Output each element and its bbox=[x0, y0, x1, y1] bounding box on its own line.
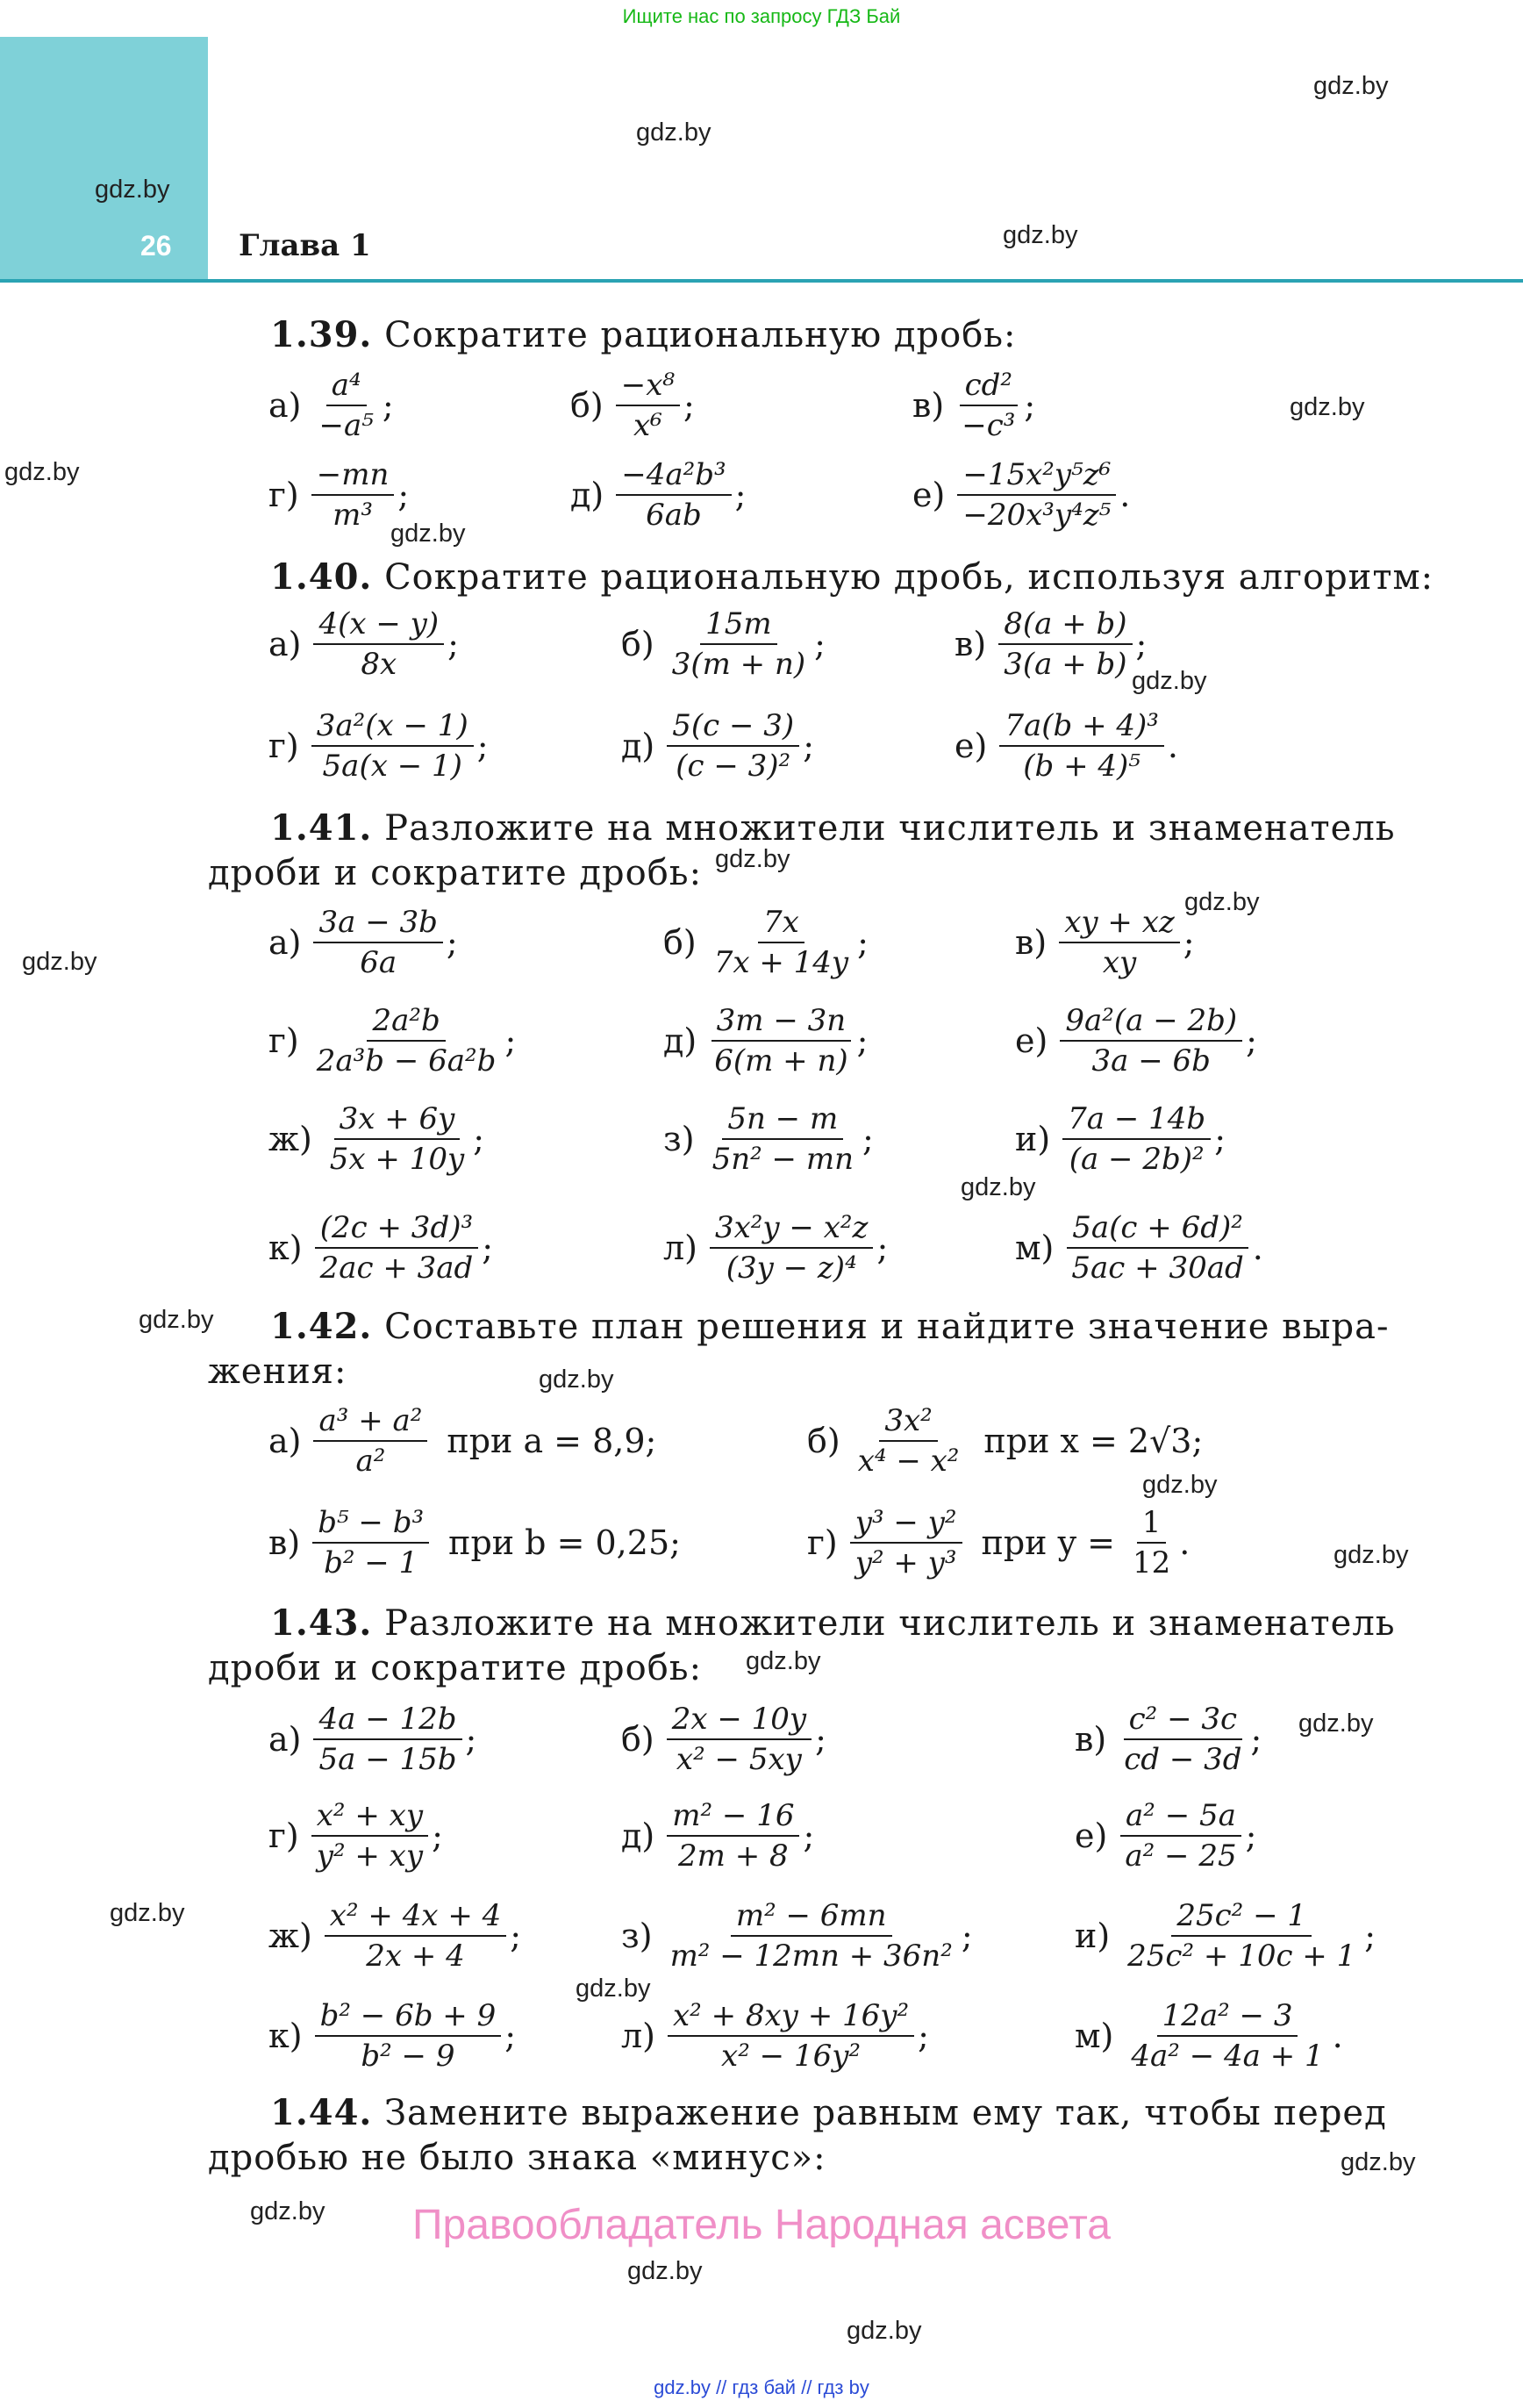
watermark: gdz.by bbox=[961, 1173, 1036, 1201]
watermark: gdz.by bbox=[22, 948, 97, 976]
exercise-item: к) $\frac{\text{(2c + 3d)³}}{2ac + 3ad}$ ; bbox=[268, 1210, 494, 1286]
page-tab bbox=[0, 37, 208, 283]
problem-1-40-heading: 1.40. Сократите рациональную дробь, используя алгоритм: bbox=[270, 556, 1434, 598]
exercise-item: в) $\frac{\text{cd²}}{\text{−c³}}$ ; bbox=[912, 368, 1036, 444]
exercise-item: л) $\frac{\text{x² + 8xy + 16y²}}{\text{x² − 16y²}}$ ; bbox=[621, 1998, 929, 2075]
exercise-item: м) $\frac{\text{5a(c + 6d)²}}{5ac + 30ad}$ . bbox=[1015, 1210, 1263, 1286]
watermark: gdz.by bbox=[1142, 1471, 1218, 1499]
exercise-item: г) $\frac{\text{2a²b}}{\text{2a³b − 6a²b}}$ ; bbox=[268, 1003, 517, 1079]
watermark: gdz.by bbox=[139, 1306, 214, 1334]
watermark: gdz.by bbox=[746, 1647, 821, 1675]
exercise-item: г) $\frac{\text{x² + xy}}{\text{y² + xy}}$ ; bbox=[268, 1798, 443, 1874]
problem-1-39-heading: 1.39. Сократите рациональную дробь: bbox=[270, 314, 1017, 355]
exercise-item: д) $\frac{5(c - 3)}{\text{(c − 3)²}}$ ; bbox=[621, 708, 814, 785]
watermark: gdz.by bbox=[627, 2257, 703, 2285]
exercise-item: и) $\frac{\text{25c² − 1}}{\text{25c² + 10c + 1}}$ ; bbox=[1075, 1898, 1376, 1974]
problem-1-41-heading: 1.41. Разложите на множители числитель и знаменатель bbox=[270, 807, 1396, 849]
watermark: gdz.by bbox=[715, 845, 790, 873]
exercise-item: б) $\frac{\text{3x²}}{\text{x⁴ − x²}}$ при x = 2√3; bbox=[807, 1403, 1204, 1480]
watermark: gdz.by bbox=[110, 1899, 185, 1927]
exercise-item: а) $\frac{\text{a³ + a²}}{\text{a²}}$ при a = 8,9; bbox=[268, 1403, 657, 1480]
exercise-item: а) $\frac{3a - 3b}{6a}$ ; bbox=[268, 905, 458, 981]
exercise-item: ж) $\frac{3x + 6y}{5x + 10y}$ ; bbox=[268, 1101, 484, 1178]
watermark: gdz.by bbox=[95, 176, 170, 204]
exercise-item: е) $\frac{\text{−15x²y⁵z⁶}}{\text{−20x³y⁴z⁵}}$ . bbox=[912, 457, 1131, 534]
watermark: gdz.by bbox=[576, 1974, 651, 2003]
exercise-item: к) $\frac{\text{b² − 6b + 9}}{\text{b² − 9}}$ ; bbox=[268, 1998, 517, 2075]
exercise-item: а) $\frac{4a - 12b}{5a - 15b}$ ; bbox=[268, 1702, 477, 1778]
watermark: gdz.by bbox=[1334, 1541, 1409, 1569]
footer-links[interactable]: gdz.by // гдз бай // гдз by bbox=[654, 2376, 869, 2398]
watermark: gdz.by bbox=[1184, 888, 1260, 916]
watermark: gdz.by bbox=[1290, 393, 1365, 421]
watermark: gdz.by bbox=[539, 1365, 614, 1394]
exercise-item: в) $\frac{8(a + b)}{3(a + b)}$ ; bbox=[955, 606, 1148, 683]
exercise-item: в) $\frac{xy + xz}{xy}$ ; bbox=[1015, 905, 1195, 981]
exercise-item: в) $\frac{\text{b⁵ − b³}}{\text{b² − 1}}$ при b = 0,25; bbox=[268, 1505, 681, 1581]
watermark: gdz.by bbox=[1298, 1709, 1374, 1738]
problem-1-44-heading-cont: дробью не было знака «минус»: bbox=[208, 2138, 826, 2178]
copyright-notice: Правообладатель Народная асвета bbox=[412, 2202, 1111, 2248]
exercise-item: г) $\frac{\text{y³ − y²}}{\text{y² + y³}}$ при y = $\frac{1}{12}$ . bbox=[807, 1505, 1191, 1581]
exercise-item: е) $\frac{\text{7a(b + 4)³}}{\text{(b + 4)⁵}}$ . bbox=[955, 708, 1178, 785]
watermark: gdz.by bbox=[636, 118, 711, 147]
problem-1-43-heading: 1.43. Разложите на множители числитель и знаменатель bbox=[270, 1602, 1396, 1644]
exercise-item: а) $\frac{\text{a⁴}}{\text{−a⁵}}$ ; bbox=[268, 368, 394, 444]
watermark: gdz.by bbox=[1313, 72, 1389, 100]
exercise-item: е) $\frac{\text{a² − 5a}}{\text{a² − 25}}$ ; bbox=[1075, 1798, 1257, 1874]
exercise-item: в) $\frac{\text{c² − 3c}}{cd - 3d}$ ; bbox=[1075, 1702, 1262, 1778]
watermark: gdz.by bbox=[1132, 667, 1207, 695]
exercise-item: д) $\frac{3m - 3n}{6(m + n)}$ ; bbox=[663, 1003, 869, 1079]
header-rule bbox=[0, 279, 1523, 283]
exercise-item: е) $\frac{\text{9a²(a − 2b)}}{3a - 6b}$ ; bbox=[1015, 1003, 1257, 1079]
exercise-item: д) $\frac{\text{−4a²b³}}{6ab}$ ; bbox=[570, 457, 747, 534]
watermark: gdz.by bbox=[4, 458, 80, 486]
problem-1-44-heading: 1.44. Замените выражение равным ему так, чтобы перед bbox=[270, 2092, 1387, 2133]
page-number: 26 bbox=[140, 230, 172, 262]
chapter-title: Глава 1 bbox=[239, 228, 371, 263]
watermark: gdz.by bbox=[390, 520, 466, 548]
watermark: gdz.by bbox=[1003, 221, 1078, 249]
exercise-item: з) $\frac{\text{m² − 6mn}}{\text{m² − 12mn + 36n²}}$ ; bbox=[621, 1898, 973, 1974]
exercise-item: г) $\frac{-mn}{\text{m³}}$ ; bbox=[268, 457, 410, 534]
exercise-item: б) $\frac{7x}{7x + 14y}$ ; bbox=[663, 905, 869, 981]
exercise-item: д) $\frac{\text{m² − 16}}{2m + 8}$ ; bbox=[621, 1798, 815, 1874]
exercise-item: б) $\frac{2x - 10y}{\text{x² − 5xy}}$ ; bbox=[621, 1702, 826, 1778]
watermark: gdz.by bbox=[1341, 2148, 1416, 2176]
top-banner: Ищите нас по запросу ГДЗ Бай bbox=[622, 5, 901, 27]
watermark: gdz.by bbox=[847, 2317, 922, 2345]
exercise-item: ж) $\frac{\text{x² + 4x + 4}}{2x + 4}$ ; bbox=[268, 1898, 522, 1974]
problem-1-42-heading-cont: жения: bbox=[208, 1351, 347, 1392]
exercise-item: б) $\frac{\text{−x⁸}}{\text{x⁶}}$ ; bbox=[570, 368, 695, 444]
exercise-item: и) $\frac{7a - 14b}{\text{(a − 2b)²}}$ ; bbox=[1015, 1101, 1226, 1178]
exercise-item: м) $\frac{\text{12a² − 3}}{\text{4a² − 4a + 1}}$ . bbox=[1075, 1998, 1343, 2075]
exercise-item: з) $\frac{5n - m}{\text{5n² − mn}}$ ; bbox=[663, 1101, 874, 1178]
exercise-item: л) $\frac{\text{3x²y − x²z}}{\text{(3y − z)⁴}}$ ; bbox=[663, 1210, 889, 1286]
problem-1-42-heading: 1.42. Составьте план решения и найдите значение выра- bbox=[270, 1306, 1390, 1347]
problem-1-43-heading-cont: дроби и сократите дробь: bbox=[208, 1648, 703, 1688]
problem-1-41-heading-cont: дроби и сократите дробь: bbox=[208, 853, 703, 893]
exercise-item: г) $\frac{\text{3a²(x − 1)}}{5a(x - 1)}$ ; bbox=[268, 708, 489, 785]
watermark: gdz.by bbox=[250, 2197, 325, 2225]
exercise-item: а) $\frac{4(x - y)}{8x}$ ; bbox=[268, 606, 459, 683]
exercise-item: б) $\frac{15m}{3(m + n)}$ ; bbox=[621, 606, 826, 683]
